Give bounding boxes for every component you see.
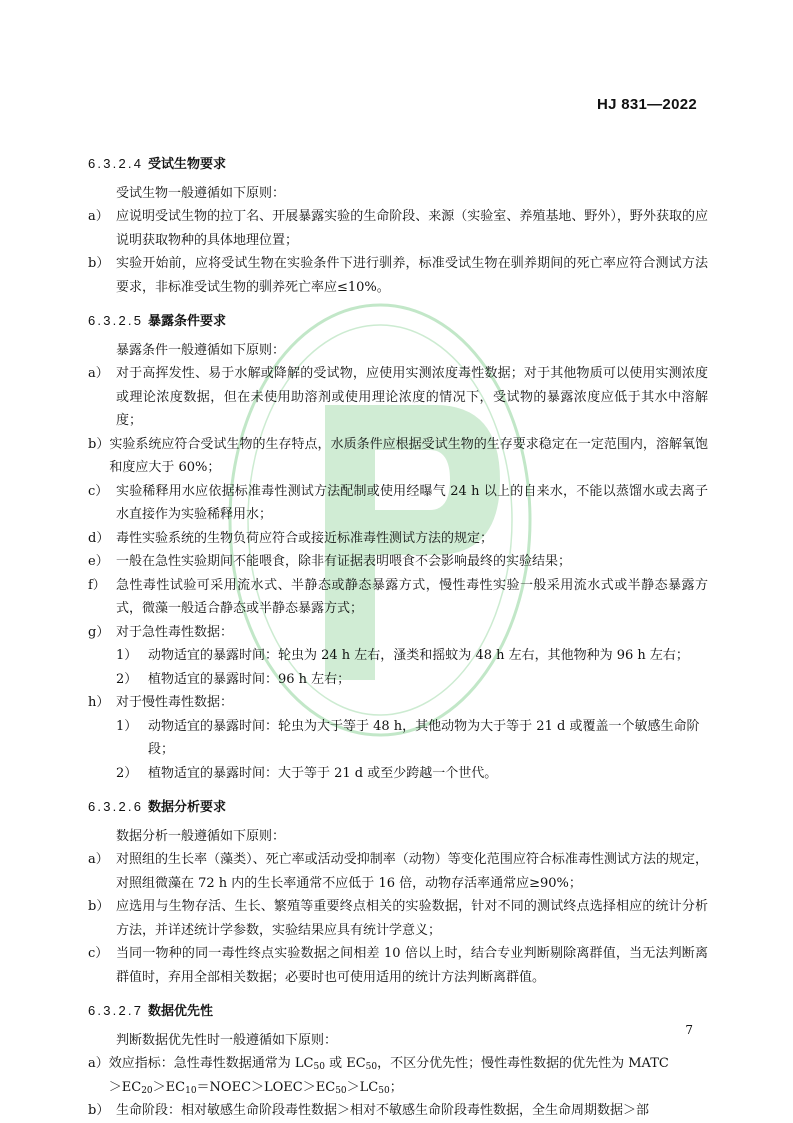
list-item: b） 实验系统应符合受试生物的生存特点，水质条件应根据受试生物的生存要求稳定在一定范围内，溶解氧饱和度应大于 60%； <box>88 436 708 475</box>
list-item: d） 毒性实验系统的生物负荷应符合或接近标准毒性测试方法的规定； <box>88 530 494 546</box>
sub-list-item: 2） 植物适宜的暴露时间：96 h 左右； <box>116 671 351 687</box>
standard-code: HJ 831—2022 <box>596 96 697 113</box>
list-item: c） 当同一物种的同一毒性终点实验数据之间相差 10 倍以上时，结合专业判断剔除离群值，当无法判断离群值时，弃用全部相关数据；必要时也可使用适用的统计方法判断离群值。 <box>88 946 708 985</box>
sub-list-item: 1） 动物适宜的暴露时间：轮虫为 24 h 左右，溞类和摇蚊为 48 h 左右，其他物种为 96 h 左右； <box>116 648 689 663</box>
list-item: a） 效应指标：急性毒性数据通常为 $LC_{50}$ 或 $EC_{50}$，不区分优先性；慢性毒性数据的优先性为 MATC $>EC_{20}>EC_{10}=NOEC>LOEC>EC_{50}>LC_{50}$； <box>88 1056 669 1096</box>
list-item: a） 对于高挥发性、易于水解或降解的受试物，应使用实测浓度毒性数据；对于其他物质可以使用实测浓度或理论浓度数据，但在未使用助溶剂或使用理论浓度的情况下，受试物的暴露浓度应低于其水中溶解度； <box>88 366 708 428</box>
list-item: e） 一般在急性实验期间不能喂食，除非有证据表明喂食不会影响最终的实验结果； <box>88 554 572 569</box>
section-heading-6-3-2-5: 6.3.2.5 暴露条件要求 <box>88 313 227 328</box>
sub-list-item: 1） 动物适宜的暴露时间：轮虫为大于等于 48 h，其他动物为大于等于 21 d 或覆盖一个敏感生命阶段； <box>116 718 700 757</box>
section-intro: 受试生物一般遵循如下原则： <box>116 185 286 201</box>
list-item: h） 对于慢性毒性数据： <box>88 695 234 710</box>
section-intro: 数据分析一般遵循如下原则： <box>116 828 286 844</box>
section-heading-6-3-2-4: 6.3.2.4 受试生物要求 <box>88 156 227 171</box>
list-item: c） 实验稀释用水应依据标准毒性测试方法配制或使用经曝气 24 h 以上的自来水，不能以蒸馏水或去离子水直接作为实验稀释用水； <box>88 483 708 522</box>
list-item: b） 生命阶段：相对敏感生命阶段毒性数据＞相对不敏感生命阶段毒性数据，全生命周期数据＞部 <box>88 1103 650 1118</box>
section-heading-6-3-2-7: 6.3.2.7 数据优先性 <box>88 1003 214 1018</box>
section-intro: 暴露条件一般遵循如下原则： <box>116 342 286 358</box>
page-number: 7 <box>685 1023 693 1037</box>
section-heading-6-3-2-6: 6.3.2.6 数据分析要求 <box>88 799 227 814</box>
list-item: a） 对照组的生长率（藻类）、死亡率或活动受抑制率（动物）等变化范围应符合标准毒性测试方法的规定，对照组微藻在 72 h 内的生长率通常不应低于 16 倍，动物存活率通常应≥90%； <box>88 852 708 891</box>
document-body <box>88 145 708 1123</box>
section-intro: 判断数据优先性时一般遵循如下原则： <box>116 1032 338 1048</box>
list-item: a） 应说明受试生物的拉丁名、开展暴露实验的生命阶段、来源（实验室、养殖基地、野外），野外获取的应说明获取物种的具体地理位置； <box>88 209 708 248</box>
list-item: b） 应选用与生物存活、生长、繁殖等重要终点相关的实验数据，针对不同的测试终点选择相应的统计分析方法，并详述统计学参数，实验结果应具有统计学意义； <box>88 899 708 938</box>
list-item: b） 实验开始前，应将受试生物在实验条件下进行驯养，标准受试生物在驯养期间的死亡率应符合测试方法要求，非标准受试生物的驯养死亡率应≤10%。 <box>88 256 708 295</box>
list-item: f） 急性毒性试验可采用流水式、半静态或静态暴露方式，慢性毒性实验一般采用流水式或半静态暴露方式，微藻一般适合静态或半静态暴露方式； <box>88 577 708 616</box>
sub-list-item: 2） 植物适宜的暴露时间：大于等于 21 d 或至少跨越一个世代。 <box>116 765 498 781</box>
list-item: g） 对于急性毒性数据： <box>88 624 234 640</box>
